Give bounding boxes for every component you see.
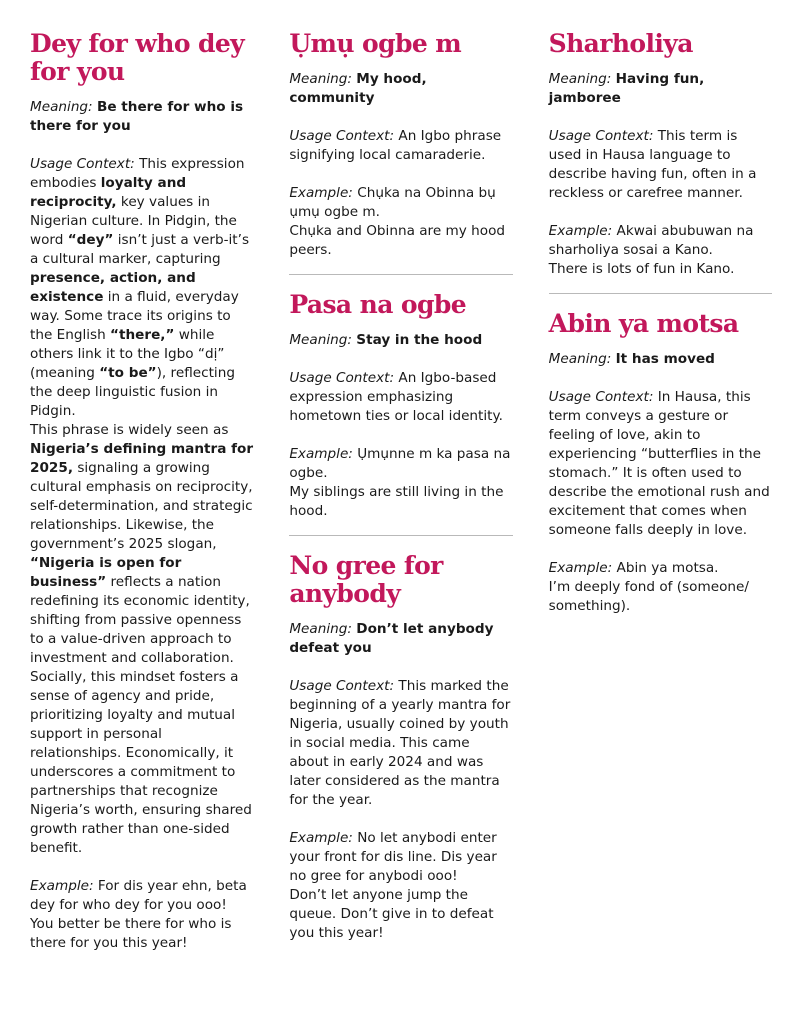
- entry-dey-for-who-dey-for-you: [30, 30, 253, 967]
- usage-bold: loyalty and reciprocity,: [30, 175, 187, 210]
- usage-label: Usage Context:: [30, 156, 135, 172]
- entry-usage: [549, 127, 772, 203]
- entry-no-gree-for-anybody: [289, 535, 512, 957]
- usage-text: This expression embodies: [30, 156, 245, 191]
- entry-term: Sharholiya: [548, 29, 693, 58]
- usage-label: Usage Context:: [289, 128, 395, 144]
- usage-text: An Igbo phrase signifying local camaraderie.: [289, 128, 502, 163]
- meaning-label: Meaning:: [289, 621, 352, 637]
- usage-text: This phrase is widely seen as: [30, 422, 229, 438]
- entry-usage: [289, 369, 512, 426]
- usage-bold: “there,”: [110, 327, 175, 343]
- example-translation: Chụka and Obinna are my hood peers.: [289, 223, 506, 258]
- usage-bold: presence, action, and existence: [30, 270, 196, 305]
- usage-text: while others link it to the Igbo “dị” (meaning: [30, 327, 225, 381]
- usage-bold: “dey”: [67, 232, 114, 248]
- usage-text: isn’t just a verb-it’s a cultural marker, capturing: [30, 232, 250, 267]
- meaning-text: It has moved: [615, 351, 715, 367]
- usage-bold: Nigeria’s defining mantra for 2025,: [30, 441, 254, 476]
- entry-example: [289, 184, 512, 260]
- meaning-label: Meaning:: [289, 71, 352, 87]
- entry-meaning: [289, 70, 512, 108]
- usage-bold: “to be”: [99, 365, 157, 381]
- entry-meaning: [549, 350, 772, 369]
- example-label: Example:: [548, 223, 613, 239]
- entry-umu-ogbe-m: [289, 30, 512, 274]
- usage-text: This term is used in Hausa language to describe having fun, often in a reckless or carefree manner.: [548, 128, 757, 201]
- usage-label: Usage Context:: [548, 128, 654, 144]
- entry-term: Abin ya motsa: [548, 309, 739, 338]
- meaning-label: Meaning:: [289, 332, 352, 348]
- example-text: Akwai abubuwan na sharholiya sosai a Kano.: [548, 223, 754, 258]
- usage-bold: “Nigeria is open for business”: [30, 555, 182, 590]
- entry-example: [549, 559, 772, 616]
- usage-text: reflects a nation redefining its economic identity, shifting from passive openness to a value-driven approach to investment and collaboration. Socially, this mindset fosters a sense of agency and pride, prioritizing loyalty and mutual support in personal relationships. Economically, it underscores a commitment to partnerships that recognize Nigeria’s worth, ensuring shared growth rather than one-sided benefit.: [30, 574, 252, 856]
- meaning-text: Having fun, jamboree: [548, 71, 705, 106]
- meaning-label: Meaning:: [548, 71, 612, 87]
- meaning-text: Be there for who is there for you: [30, 99, 244, 134]
- example-translation: You better be there for who is there for you this year!: [30, 916, 232, 951]
- entry-usage: [549, 388, 772, 540]
- entry-usage-continued: [30, 421, 253, 858]
- usage-text: An Igbo-based expression emphasizing hometown ties or local identity.: [289, 370, 503, 424]
- example-label: Example:: [30, 878, 94, 894]
- entry-pasa-na-ogbe: [289, 274, 512, 535]
- entry-abin-ya-motsa: [549, 293, 772, 630]
- column-3: [549, 30, 772, 1024]
- entry-meaning: [289, 620, 512, 658]
- usage-label: Usage Context:: [289, 678, 395, 694]
- entry-usage: [289, 127, 512, 165]
- example-text: Abin ya motsa.: [616, 560, 719, 576]
- meaning-label: Meaning:: [30, 99, 93, 115]
- usage-text: key values in Nigerian culture. In Pidgin, the word: [30, 194, 237, 248]
- entry-term: Pasa na ogbe: [289, 290, 467, 319]
- usage-text: This marked the beginning of a yearly mantra for Nigeria, usually coined by youth in social media. This came about in early 2024 and was later considered as the mantra for the year.: [289, 678, 511, 808]
- usage-text: ), reflecting the deep linguistic fusion in Pidgin.: [30, 365, 235, 419]
- usage-label: Usage Context:: [289, 370, 395, 386]
- meaning-text: Stay in the hood: [356, 332, 483, 348]
- example-translation: Don’t let anyone jump the queue. Don’t give in to defeat you this year!: [289, 887, 494, 941]
- meaning-text: Don’t let anybody defeat you: [289, 621, 494, 656]
- entry-term: Ụmụ ogbe m: [289, 29, 462, 58]
- example-text: For dis year ehn, beta dey for who dey for you ooo!: [30, 878, 247, 913]
- example-translation: There is lots of fun in Kano.: [548, 261, 735, 277]
- column-1: [30, 30, 253, 1024]
- example-translation: I’m deeply fond of (someone/ something).: [548, 579, 749, 614]
- entry-sharholiya: [549, 30, 772, 293]
- example-translation: My siblings are still living in the hood.: [289, 484, 504, 519]
- entry-example: [549, 222, 772, 279]
- usage-label: Usage Context:: [548, 389, 654, 405]
- example-label: Example:: [548, 560, 613, 576]
- example-text: Chụka na Obinna bụ ụmụ ogbe m.: [289, 185, 496, 220]
- entry-term: Dey for who dey for you: [30, 29, 245, 86]
- usage-text: in a fluid, everyday way. Some trace its origins to the English: [30, 289, 239, 343]
- entry-usage: [30, 155, 253, 421]
- example-label: Example:: [289, 830, 353, 846]
- entry-meaning: [289, 331, 512, 350]
- meaning-label: Meaning:: [548, 351, 612, 367]
- example-text: Ụmụnne m ka pasa na ogbe.: [289, 446, 511, 481]
- example-label: Example:: [289, 185, 353, 201]
- entry-example: [30, 877, 253, 953]
- usage-text: In Hausa, this term conveys a gesture or feeling of love, akin to experiencing “butterflies in the stomach.” It is often used to describe the emotional rush and excitement that comes when someone falls deeply in love.: [548, 389, 770, 538]
- meaning-text: My hood, community: [289, 71, 427, 106]
- example-label: Example:: [289, 446, 353, 462]
- usage-text: signaling a growing cultural emphasis on reciprocity, self-determination, and strategic relationships. Likewise, the government’s 2025 slogan,: [30, 460, 253, 552]
- entry-usage: [289, 677, 512, 810]
- entry-term: No gree for anybody: [289, 551, 443, 608]
- entry-example: [289, 445, 512, 521]
- entry-meaning: [30, 98, 253, 136]
- column-2: [289, 30, 512, 1024]
- entry-example: [289, 829, 512, 943]
- example-text: No let anybodi enter your front for dis line. Dis year no gree for anybodi ooo!: [289, 830, 497, 884]
- entry-meaning: [549, 70, 772, 108]
